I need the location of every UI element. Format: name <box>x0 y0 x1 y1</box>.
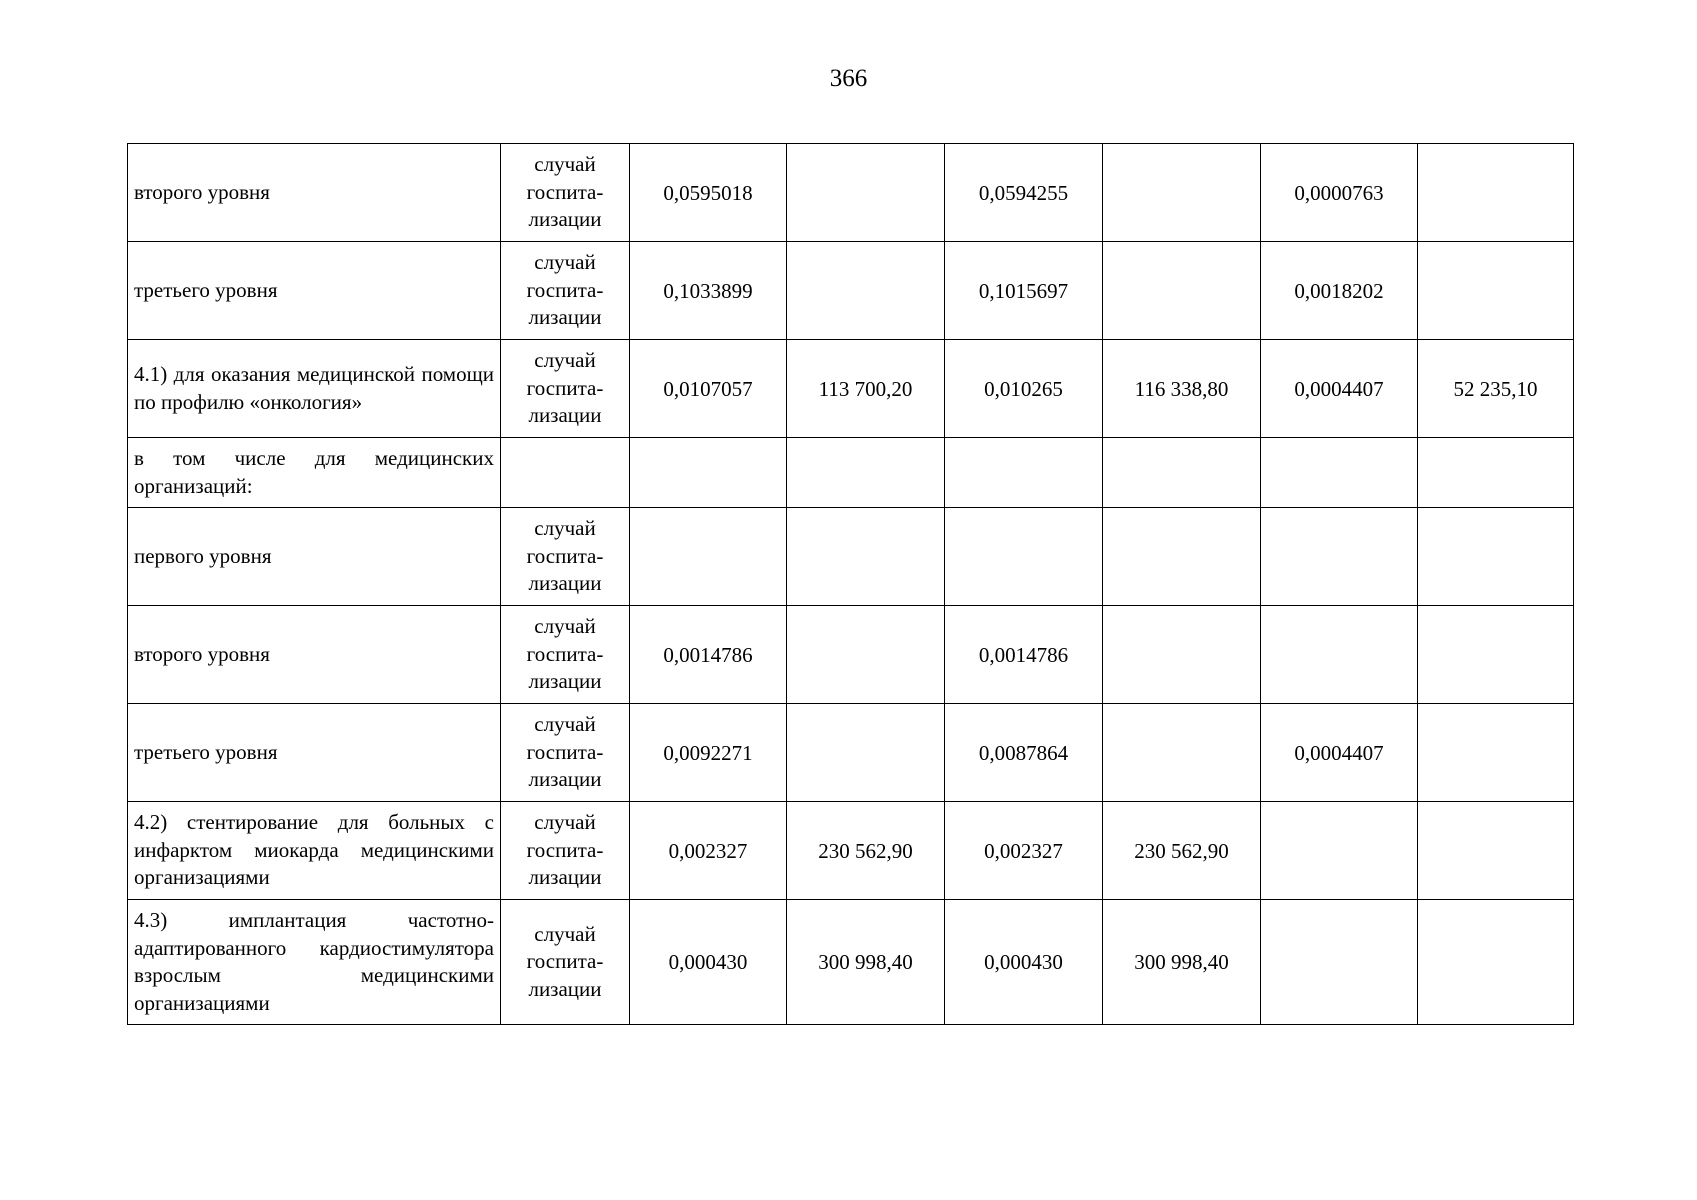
value-cell <box>787 704 945 802</box>
value-cell <box>1261 802 1418 900</box>
value-cell: 0,0014786 <box>630 606 787 704</box>
table-row <box>128 438 1574 508</box>
value-cell: 230 562,90 <box>787 802 945 900</box>
unit-line: госпита- <box>526 375 604 400</box>
unit-cell <box>501 340 630 438</box>
value-cell: 230 562,90 <box>1103 802 1261 900</box>
value-cell: 0,000430 <box>630 900 787 1025</box>
table-row <box>128 802 1574 900</box>
unit-line: госпита- <box>526 543 604 568</box>
value-cell <box>1103 144 1261 242</box>
value-cell <box>630 508 787 606</box>
value-cell: 0,0087864 <box>945 704 1103 802</box>
unit-line: лизации <box>528 976 602 1001</box>
value-cell <box>1418 438 1574 508</box>
value-cell <box>1418 242 1574 340</box>
unit-cell <box>501 144 630 242</box>
value-cell <box>787 508 945 606</box>
table-row <box>128 508 1574 606</box>
unit-line: случай <box>534 348 596 373</box>
value-cell <box>787 606 945 704</box>
unit-cell <box>501 508 630 606</box>
value-cell <box>630 438 787 508</box>
unit-cell <box>501 704 630 802</box>
value-cell: 113 700,20 <box>787 340 945 438</box>
value-cell <box>1418 508 1574 606</box>
value-cell <box>1103 704 1261 802</box>
value-cell <box>1261 438 1418 508</box>
value-cell <box>1103 438 1261 508</box>
value-cell: 116 338,80 <box>1103 340 1261 438</box>
value-cell: 0,0004407 <box>1261 704 1418 802</box>
value-cell: 0,0092271 <box>630 704 787 802</box>
value-cell <box>787 242 945 340</box>
unit-line: лизации <box>528 305 602 330</box>
row-name-cell: в том числе для медицинских организаций: <box>128 438 501 508</box>
value-cell: 0,000430 <box>945 900 1103 1025</box>
unit-line: лизации <box>528 669 602 694</box>
value-cell <box>1418 802 1574 900</box>
row-name-cell: 4.2) стентирование для больных с инфарктом миокарда медицинскими организациями <box>128 802 501 900</box>
value-cell <box>1261 606 1418 704</box>
value-cell: 300 998,40 <box>1103 900 1261 1025</box>
value-cell <box>945 438 1103 508</box>
value-cell <box>787 438 945 508</box>
value-cell <box>1261 900 1418 1025</box>
value-cell <box>1418 900 1574 1025</box>
unit-cell <box>501 900 630 1025</box>
unit-line: случай <box>534 516 596 541</box>
table-body <box>128 144 1574 1025</box>
table-row <box>128 900 1574 1025</box>
value-cell: 0,0594255 <box>945 144 1103 242</box>
table-row <box>128 144 1574 242</box>
unit-cell <box>501 438 630 508</box>
table-row <box>128 704 1574 802</box>
unit-line: госпита- <box>526 949 604 974</box>
value-cell: 0,0004407 <box>1261 340 1418 438</box>
value-cell: 0,002327 <box>945 802 1103 900</box>
value-cell: 0,0107057 <box>630 340 787 438</box>
unit-line: лизации <box>528 403 602 428</box>
row-name-cell: второго уровня <box>128 606 501 704</box>
value-cell: 52 235,10 <box>1418 340 1574 438</box>
data-table <box>127 143 1574 1025</box>
table-row <box>128 242 1574 340</box>
unit-line: лизации <box>528 207 602 232</box>
value-cell <box>945 508 1103 606</box>
value-cell: 300 998,40 <box>787 900 945 1025</box>
value-cell <box>1103 606 1261 704</box>
unit-line: случай <box>534 921 596 946</box>
value-cell <box>787 144 945 242</box>
unit-cell <box>501 802 630 900</box>
value-cell: 0,0595018 <box>630 144 787 242</box>
unit-line: случай <box>534 614 596 639</box>
value-cell <box>1103 242 1261 340</box>
row-name-cell: второго уровня <box>128 144 501 242</box>
unit-line: лизации <box>528 767 602 792</box>
value-cell: 0,1015697 <box>945 242 1103 340</box>
value-cell <box>1261 508 1418 606</box>
unit-line: госпита- <box>526 641 604 666</box>
unit-line: госпита- <box>526 739 604 764</box>
page-number: 366 <box>829 65 868 92</box>
row-name-cell: первого уровня <box>128 508 501 606</box>
value-cell <box>1418 704 1574 802</box>
table-row <box>128 606 1574 704</box>
value-cell: 0,1033899 <box>630 242 787 340</box>
unit-line: случай <box>534 152 596 177</box>
value-cell: 0,0018202 <box>1261 242 1418 340</box>
unit-cell <box>501 242 630 340</box>
row-name-cell: 4.1) для оказания медицинской помощи по профилю «онкология» <box>128 340 501 438</box>
table-row <box>128 340 1574 438</box>
value-cell: 0,0014786 <box>945 606 1103 704</box>
unit-line: случай <box>534 712 596 737</box>
unit-line: госпита- <box>526 837 604 862</box>
unit-line: лизации <box>528 865 602 890</box>
unit-line: случай <box>534 810 596 835</box>
value-cell <box>1418 606 1574 704</box>
unit-line: госпита- <box>526 179 604 204</box>
unit-cell <box>501 606 630 704</box>
row-name-cell: 4.3) имплантация частотно-адаптированного кардиостимулятора взрослым медицинскими организациями <box>128 900 501 1025</box>
value-cell: 0,002327 <box>630 802 787 900</box>
row-name-cell: третьего уровня <box>128 242 501 340</box>
unit-line: госпита- <box>526 277 604 302</box>
value-cell <box>1103 508 1261 606</box>
row-name-cell: третьего уровня <box>128 704 501 802</box>
value-cell: 0,0000763 <box>1261 144 1418 242</box>
value-cell <box>1418 144 1574 242</box>
unit-line: лизации <box>528 571 602 596</box>
unit-line: случай <box>534 250 596 275</box>
value-cell: 0,010265 <box>945 340 1103 438</box>
